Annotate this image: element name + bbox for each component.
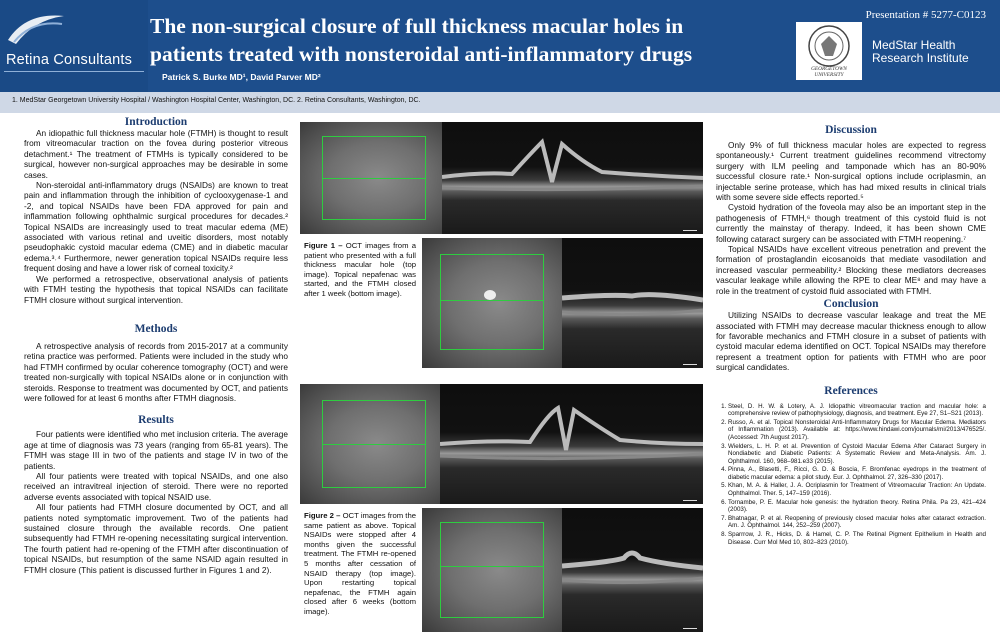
conclusion-heading: Conclusion bbox=[823, 298, 879, 311]
figure1-caption bbox=[304, 241, 416, 299]
scan-region-box bbox=[440, 522, 544, 618]
georgetown-label: GEORGETOWN UNIVERSITY bbox=[811, 66, 847, 78]
reference-item: 8. Sparrrow, J. R., Hicks, D. & Hamel, C. P. The Retinal Pigment Epithelium in Health and Disease. Curr Mol Med 10, 802–823 (2010). bbox=[728, 531, 986, 546]
reference-item: 2. Russo, A. et al. Topical Nonsteroidal Anti-Inflammatory Drugs for Macular Edema. Mediators of Inflammation (2013). Available at: https://www.hindawi.com/journals/mi/2013/476525/. (Accessed: 7th August 2017). bbox=[728, 419, 986, 442]
results-heading: Results bbox=[138, 414, 174, 427]
reference-item: 6. Tornambe, P. E. Macular hole genesis: the hydration theory. Retina Phila. Pa 23, 421–424 (2003). bbox=[728, 499, 986, 514]
oct-retina-layer-icon bbox=[440, 384, 703, 504]
discussion-paragraph: Cystoid hydration of the foveola may also be an important step in the pathogenesis of FTMH,⁶ though treatment of this cystoid fluid is not currently the mainstay of therapy. Indeed, it has been shown CME following cataract surgery can be associated with FTMH reopening.⁷ bbox=[716, 202, 986, 244]
medstar-line-1: MedStar Health bbox=[872, 38, 956, 52]
fundus-image bbox=[300, 384, 440, 504]
scan-line bbox=[322, 444, 426, 445]
introduction-paragraph: An idiopathic full thickness macular hole (FTMH) is thought to result from vitreomacular traction on the fovea during posterior vitreous detachment.¹ The treatment of FTMHs is typically considered to be surgical, however non-surgical approaches may be desirable in some cases. bbox=[24, 128, 288, 180]
scan-region-box bbox=[440, 254, 544, 350]
right-column bbox=[716, 116, 986, 547]
authors: Patrick S. Burke MD¹, David Parver MD² bbox=[162, 72, 321, 82]
reference-item: 5. Khan, M. A. & Haller, J. A. Ocriplasmin for Treatment of Vitreomacular Traction: An Update. Ophthalmol. Ther. 5, 147–159 (2016). bbox=[728, 482, 986, 497]
results-paragraph: All four patients were treated with topical NSAIDs, and one also received an intravitreal injection of steroid. There were no reported adverse events associated with topical NSAID use. bbox=[24, 470, 288, 502]
affiliation-band: 1. MedStar Georgetown University Hospital / Washington Hospital Center, Washington, DC. 2. Retina Consultants, Washington, DC. bbox=[0, 92, 1000, 113]
reference-item: 7. Bhatnagar, P. et al. Reopening of previously closed macular holes after cataract extraction. Am. J. Ophthalmol. 144, 252–259 (2007). bbox=[728, 515, 986, 530]
references-list bbox=[716, 403, 986, 547]
presentation-number: Presentation # 5277-C0123 bbox=[865, 9, 986, 21]
scale-bar bbox=[683, 230, 697, 231]
methods-paragraph: A retrospective analysis of records from 2015-2017 at a community retina practice was performed. Patients were included in the study who had FTMH confirmed by ocular coherence tomography (OCT) and were treated non-surgically with topical NSAIDs alone or in conjunction with steroids. Response to treatment was documented by OCT, and patients were followed for at least 6 months after FTMH diagnosis. bbox=[24, 340, 288, 403]
title-line-2: patients treated with nonsteroidal anti-inflammatory drugs bbox=[150, 42, 693, 66]
scale-bar bbox=[683, 500, 697, 501]
discussion-paragraph: Only 9% of full thickness macular holes are expected to regress spontaneously.¹ Current treatment guidelines recommend vitrectomy surgery with ILM peeling and tamponade which has an 80-90% successful closure rate.¹ Non-surgical options include ocriplasmin, an injectable serine protease, which has had mixed results in clinical trials with some severe side effects reported.⁵ bbox=[716, 140, 986, 203]
reference-item: 3. Wielders, L. H. P. et al. Prevention of Cystoid Macular Edema After Cataract Surgery in Nondiabetic and Diabetic Patients: A Systematic Review and Meta-Analysis. Am. J. Ophthalmol. 160, 968–981.e33 (2015). bbox=[728, 443, 986, 466]
oct-image bbox=[562, 238, 703, 368]
left-column bbox=[24, 116, 288, 575]
eye-swoosh-icon bbox=[6, 10, 66, 46]
results-paragraph: All four patients had FTMH closure documented by OCT, and all patients noted symptomatic improvement. Two of the patients had sustained closure through the available records. One patient subsequently had FTMH re-opening necessitating surgical intervention. The fourth patient had re-opening of the FTMH after discontinuation of topical NSAIDs, but resumption of the same NSAID again resulted in FTMH closure (This patient is discussed further in Figures 1 and 2). bbox=[24, 502, 288, 575]
macular-spot bbox=[484, 290, 496, 300]
georgetown-seal-icon bbox=[807, 24, 851, 68]
oct-image bbox=[442, 122, 703, 234]
references-heading: References bbox=[824, 384, 878, 397]
figure1-label: Figure 1 – bbox=[304, 241, 343, 250]
figure2-caption bbox=[304, 511, 416, 617]
medstar-logo bbox=[872, 39, 969, 65]
poster-header bbox=[0, 0, 1000, 92]
oct-retina-layer-icon bbox=[562, 508, 703, 632]
introduction-paragraph: We performed a retrospective, observational analysis of patients with FTMH testing the hypothesis that topical NSAIDs can facilitate FTMH closure without surgical intervention. bbox=[24, 273, 288, 305]
oct-image bbox=[562, 508, 703, 632]
methods-heading: Methods bbox=[134, 322, 178, 335]
figure2-text: OCT images from the same patient as above. Topical NSAIDs were stopped after 4 months given the successful treatment. The FTMH re-opened 5 months after cessation of NSAID therapy (top image). Upon restarting topical nepafenac, the FTMH again closed after 6 weeks (bottom image). bbox=[304, 511, 416, 616]
retina-consultants-logo bbox=[0, 0, 148, 92]
reference-item: 4. Pinna, A., Blasetti, F., Ricci, G. D. & Boscia, F. Bromfenac eyedrops in the treatment of diabetic macular edema: a pilot study. Eur. J. Ophthalmol. 27, 326–330 (2017). bbox=[728, 466, 986, 481]
scale-bar bbox=[683, 364, 697, 365]
oct-retina-layer-icon bbox=[442, 122, 703, 234]
results-paragraph: Four patients were identified who met inclusion criteria. The average age at time of diagnosis was 73 years (ranging from 65-81 years). The FTMH was stage III in two of the patients and stage IV in two of the patients. bbox=[24, 429, 288, 471]
conclusion-paragraph: Utilizing NSAIDs to decrease vascular leakage and treat the ME associated with FTMH may decrease macular thickness enough to allow for favorable mechanics and FTMH closure in a subset of patients with cystoid macular edema identified on OCT. Topical NSAIDs may therefore represent a treatment option for patients with FTMH who are poor surgical candidates. bbox=[716, 310, 986, 373]
scan-line bbox=[440, 566, 544, 567]
introduction-heading: Introduction bbox=[124, 116, 188, 128]
medstar-line-2: Research Institute bbox=[872, 51, 969, 65]
figure1-text: OCT images from a patient who presented with a full thickness macular hole (top image). Topical nepafenac was started, and the FTMH closed after 1 week (bottom image). bbox=[304, 241, 416, 298]
introduction-paragraph: Non-steroidal anti-inflammatory drugs (NSAIDs) are known to treat pain and inflammation through the inhibition of cyclooxygenase-1 and -2, and topical NSAIDs have been FDA approved for pain and inflammation following ophthalmic surgical procedures for decades.² Topical NSAIDs are increasingly used to treat macular edema (ME) associated with various retinal and uveitic disorders, most notably pseudophakic cystoid macular edema (CME) and in diabetic macular edema.³˒⁴ Furthermore, newer generation topical NSAIDs require less frequent dosing and have a lower risk of corneal toxicity.² bbox=[24, 180, 288, 274]
scan-line bbox=[322, 178, 426, 179]
discussion-heading: Discussion bbox=[825, 124, 877, 136]
discussion-paragraph: Topical NSAIDs have excellent vitreous penetration and prevent the formation of prostaglandin eicosanoids that mediate vasodilation and increased vascular permeability.² Blocking these mediators decreases vascular leakage while allowing the RPE to clear ME⁸ and may have a role in the treatment of cystoid fluid associated with FTMH. bbox=[716, 244, 986, 296]
poster-title bbox=[150, 12, 770, 68]
scale-bar bbox=[683, 628, 697, 629]
logo-text: Retina Consultants bbox=[6, 52, 133, 68]
title-line-1: The non-surgical closure of full thickness macular holes in bbox=[150, 14, 684, 38]
scan-line bbox=[440, 300, 544, 301]
logo-divider bbox=[4, 71, 144, 72]
fundus-image bbox=[300, 122, 442, 234]
oct-retina-layer-icon bbox=[562, 238, 703, 368]
georgetown-seal bbox=[796, 22, 862, 80]
figure2-label: Figure 2 – bbox=[304, 511, 341, 520]
oct-image bbox=[440, 384, 703, 504]
reference-item: 1. Steel, D. H. W. & Lotery, A. J. Idiopathic vitreomacular traction and macular hole: a comprehensive review of pathophysiology, diagnosis, and treatment. Eye 27, S1–S21 (2013). bbox=[728, 403, 986, 418]
fundus-image bbox=[422, 238, 562, 368]
fundus-image bbox=[422, 508, 562, 632]
